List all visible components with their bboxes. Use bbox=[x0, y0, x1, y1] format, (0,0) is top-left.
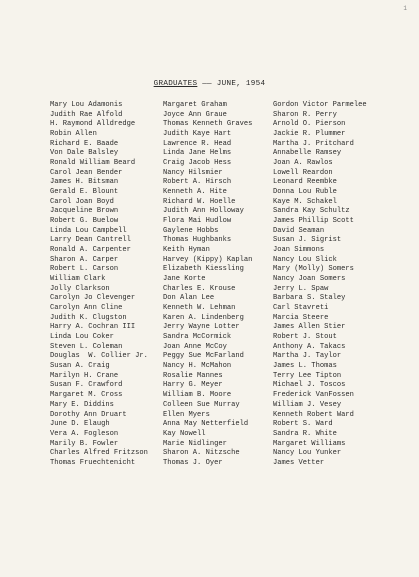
graduate-name: Barbara S. Staley bbox=[273, 294, 346, 303]
graduate-name: Robert J. Stout bbox=[273, 333, 337, 342]
graduate-name: Kenneth W. Lehman bbox=[163, 304, 236, 313]
graduate-name: Douglas W. Collier Jr. bbox=[50, 352, 148, 361]
graduate-name: Robert S. Ward bbox=[273, 420, 333, 429]
graduate-name: Harry A. Cochran III bbox=[50, 323, 136, 332]
graduate-name: Susan F. Crawford bbox=[50, 381, 123, 390]
graduate-name: Mary (Molly) Somers bbox=[273, 265, 354, 274]
graduate-name: Marie Nidlinger bbox=[163, 439, 227, 448]
graduate-name: Lawrence R. Head bbox=[163, 139, 232, 148]
graduate-name: Judith K. Clugston bbox=[50, 313, 127, 322]
graduate-name: Nancy H. McMahon bbox=[163, 362, 232, 371]
graduate-name: Karen A. Lindenberg bbox=[163, 313, 244, 322]
graduate-name: Thomas J. Oyer bbox=[163, 458, 223, 467]
graduate-name: Kaye M. Schakel bbox=[273, 197, 337, 206]
graduate-name: Joan Anne McCoy bbox=[163, 342, 227, 351]
graduate-name: Elizabeth Kiessling bbox=[163, 265, 244, 274]
graduate-name: Judith Ann Holloway bbox=[163, 207, 244, 216]
graduate-name: Robin Allen bbox=[50, 130, 97, 139]
corner-mark: 1 bbox=[403, 5, 407, 12]
graduate-name: James H. Bitsman bbox=[50, 178, 119, 187]
graduate-name: Sandra R. White bbox=[273, 429, 337, 438]
names-column-2 bbox=[163, 101, 252, 469]
graduate-name: Judith Kaye Hart bbox=[163, 130, 232, 139]
graduate-name: Anna May Netterfield bbox=[163, 420, 249, 429]
graduate-name: Susan J. Sigrist bbox=[273, 236, 342, 245]
graduate-name: Kenneth A. Hite bbox=[163, 188, 227, 197]
graduate-name: Nancy Hilsmier bbox=[163, 168, 223, 177]
graduate-name: Jerry Wayne Lotter bbox=[163, 323, 240, 332]
graduate-name: Susan A. Craig bbox=[50, 362, 110, 371]
graduate-name: Richard W. Hoelle bbox=[163, 197, 236, 206]
graduate-name: Gerald E. Blount bbox=[50, 188, 119, 197]
graduate-name: Terry Lee Tipton bbox=[273, 371, 342, 380]
graduate-name: Joyce Ann Graue bbox=[163, 110, 227, 119]
graduate-name: Joan A. Rawlos bbox=[273, 159, 333, 168]
graduate-name: Martha J. Pritchard bbox=[273, 139, 354, 148]
graduate-name: Robert A. Hirsch bbox=[163, 178, 232, 187]
graduate-name: Kay Nowell bbox=[163, 429, 206, 438]
title-date: JUNE, 1954 bbox=[216, 80, 266, 88]
graduate-name: June D. Elaugh bbox=[50, 420, 110, 429]
graduate-name: Von Dale Balsley bbox=[50, 149, 119, 158]
graduate-name: Sharon A. Carper bbox=[50, 255, 119, 264]
graduate-name: H. Raymond Alldredge bbox=[50, 120, 136, 129]
graduate-name: Martha J. Taylor bbox=[273, 352, 342, 361]
graduate-name: Marily B. Fowler bbox=[50, 439, 119, 448]
graduate-name: Nancy Joan Somers bbox=[273, 275, 346, 284]
graduate-name: Carol Joan Boyd bbox=[50, 197, 114, 206]
graduate-name: William Clark bbox=[50, 275, 106, 284]
graduate-name: Thomas Kenneth Graves bbox=[163, 120, 253, 129]
graduate-name: Kenneth Robert Ward bbox=[273, 410, 354, 419]
graduate-name: Margaret Graham bbox=[163, 101, 227, 109]
graduate-name: Jane Korte bbox=[163, 275, 206, 284]
graduate-name: Arnold O. Pierson bbox=[273, 120, 346, 129]
graduate-name: Gaylene Hobbs bbox=[163, 226, 219, 235]
graduate-name: Margaret M. Cross bbox=[50, 391, 123, 400]
graduate-name: Donna Lou Ruble bbox=[273, 188, 337, 197]
graduate-name: Michael J. Toscos bbox=[273, 381, 346, 390]
graduate-name: Colleen Sue Murray bbox=[163, 400, 240, 409]
title-separator: —— bbox=[202, 80, 212, 88]
graduate-name: Steven L. Coleman bbox=[50, 342, 123, 351]
graduate-name: Charles Alfred Fritzson bbox=[50, 449, 148, 458]
graduate-name: Linda Lou Coker bbox=[50, 333, 114, 342]
graduate-name: James Vetter bbox=[273, 458, 325, 467]
graduate-name: Vera A. Fogleson bbox=[50, 429, 119, 438]
graduate-name: Lowell Reardon bbox=[273, 168, 333, 177]
graduate-name: Thomas Hughbanks bbox=[163, 236, 232, 245]
graduate-name: Carol Jean Bender bbox=[50, 168, 123, 177]
graduate-name: Peggy Sue McFarland bbox=[163, 352, 244, 361]
graduate-name: Gordon Victor Parmelee bbox=[273, 101, 367, 109]
graduate-name: Ellen Myers bbox=[163, 410, 210, 419]
graduate-name: Margaret Williams bbox=[273, 439, 346, 448]
graduate-name: Mary E. Diddins bbox=[50, 400, 114, 409]
graduate-name: Frederick VanFossen bbox=[273, 391, 354, 400]
title-word: GRADUATES bbox=[153, 80, 198, 88]
graduate-name: Sandra Kay Schultz bbox=[273, 207, 350, 216]
graduate-name: Judith Rae Alfold bbox=[50, 110, 123, 119]
graduate-name: Annabelle Ramsey bbox=[273, 149, 342, 158]
names-column-3 bbox=[273, 101, 367, 469]
graduate-name: Don Alan Lee bbox=[163, 294, 215, 303]
graduate-name: William B. Moore bbox=[163, 391, 232, 400]
graduate-name: Anthony A. Takacs bbox=[273, 342, 346, 351]
graduate-name: Keith Hyman bbox=[163, 246, 210, 255]
graduate-name: Carolyn Ann Cline bbox=[50, 304, 123, 313]
graduate-name: Richard E. Baade bbox=[50, 139, 119, 148]
graduate-name: Harvey (Kippy) Kaplan bbox=[163, 255, 253, 264]
graduate-name: James Allen Stier bbox=[273, 323, 346, 332]
graduate-name: Marcia Steere bbox=[273, 313, 329, 322]
graduate-name: Carl Stavreti bbox=[273, 304, 329, 313]
graduate-name: Jolly Clarkson bbox=[50, 284, 110, 293]
graduate-name: Jackie R. Plummer bbox=[273, 130, 346, 139]
graduate-name: Nancy Lou Yunker bbox=[273, 449, 342, 458]
graduate-name: Carolyn Jo Clevenger bbox=[50, 294, 136, 303]
graduate-name: Linda Jane Helms bbox=[163, 149, 232, 158]
graduate-name: Dorothy Ann Druart bbox=[50, 410, 127, 419]
graduate-name: Larry Dean Cantrell bbox=[50, 236, 131, 245]
graduate-name: James L. Thomas bbox=[273, 362, 337, 371]
names-column-1 bbox=[50, 101, 148, 469]
graduate-name: Sharon A. Nitzsche bbox=[163, 449, 240, 458]
graduate-name: Robert G. Buelow bbox=[50, 217, 119, 226]
graduate-name: Linda Lou Campbell bbox=[50, 226, 127, 235]
graduate-name: Thomas Fruechtenicht bbox=[50, 458, 136, 467]
graduate-name: Leonard Reembke bbox=[273, 178, 337, 187]
graduate-name: Marilyn H. Crane bbox=[50, 371, 119, 380]
graduate-name: Sharon R. Perry bbox=[273, 110, 337, 119]
graduate-name: Jerry L. Spaw bbox=[273, 284, 329, 293]
graduate-name: David Seaman bbox=[273, 226, 325, 235]
graduate-name: Rosalie Mannes bbox=[163, 371, 223, 380]
graduate-name: Flora Mai Hudlow bbox=[163, 217, 232, 226]
graduate-name: Harry G. Meyer bbox=[163, 381, 223, 390]
graduate-name: Sandra McCormick bbox=[163, 333, 232, 342]
graduate-name: William J. Vesey bbox=[273, 400, 342, 409]
graduate-name: Ronald A. Carpenter bbox=[50, 246, 131, 255]
graduate-name: Joan Simmons bbox=[273, 246, 325, 255]
graduate-name: Robert L. Carson bbox=[50, 265, 119, 274]
graduate-name: Charles E. Krouse bbox=[163, 284, 236, 293]
graduate-name: Craig Jacob Hess bbox=[163, 159, 232, 168]
graduate-name: Ronald William Beard bbox=[50, 159, 136, 168]
graduate-name: Jacqueline Brown bbox=[50, 207, 119, 216]
graduate-name: Mary Lou Adamonis bbox=[50, 101, 123, 109]
graduate-name: James Phillip Scott bbox=[273, 217, 354, 226]
document-title bbox=[0, 80, 419, 88]
graduate-name: Nancy Lou Slick bbox=[273, 255, 337, 264]
